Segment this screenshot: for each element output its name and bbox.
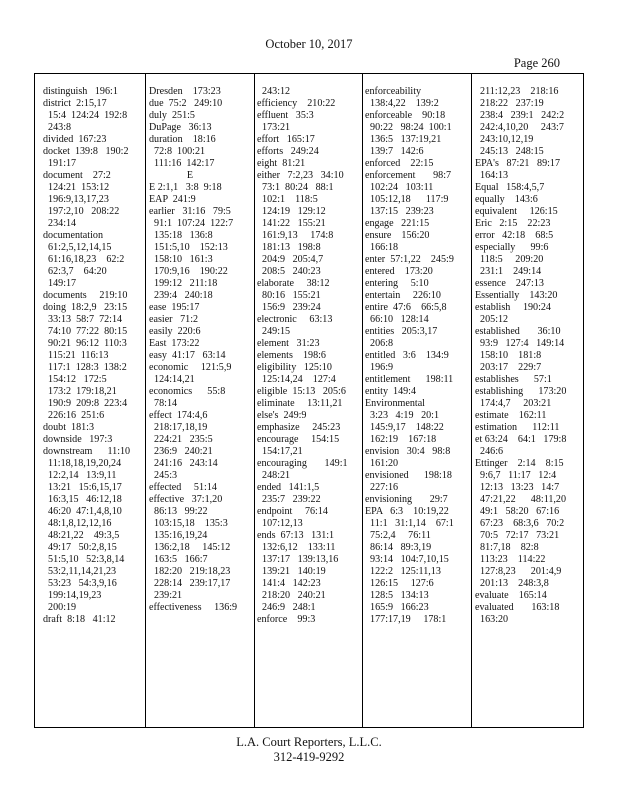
index-line: entitlement 198:11: [365, 374, 454, 385]
index-line: 158:10 161:3: [149, 254, 213, 265]
index-line: economic 121:5,9: [149, 362, 232, 373]
index-line: 16:3,15 46:12,18: [43, 494, 122, 505]
index-column-3: [257, 86, 361, 721]
index-line: 154:17,21: [257, 446, 303, 457]
index-line: envisioning 29:7: [365, 494, 448, 505]
index-line: 47:21,22 48:11,20: [475, 494, 567, 505]
index-line: 190:9 209:8 223:4: [43, 398, 128, 409]
index-line: encouraging 149:1: [257, 458, 348, 469]
index-line: 66:10 128:14: [365, 314, 429, 325]
index-line: effective 37:1,20: [149, 494, 223, 505]
index-line: established 36:10: [475, 326, 561, 337]
index-line: 242:4,10,20 243:7: [475, 122, 564, 133]
index-line: 166:18: [365, 242, 399, 253]
index-line: 80:16 155:21: [257, 290, 321, 301]
index-line: 49:1 58:20 67:16: [475, 506, 560, 517]
index-column-2: [149, 86, 253, 721]
index-frame: [34, 73, 584, 728]
index-column-5: [475, 86, 579, 721]
index-line: easier 71:2: [149, 314, 199, 325]
index-line: 51:5,10 52:3,8,14: [43, 554, 125, 565]
index-line: 102:24 103:11: [365, 182, 434, 193]
index-line: E 2:1,1 3:8 9:18: [149, 182, 222, 193]
index-line: evaluate 165:14: [475, 590, 547, 601]
index-line: 170:9,16 190:22: [149, 266, 228, 277]
index-line: 218:20 240:21: [257, 590, 326, 601]
index-line: 9:6,7 11:17 12:4: [475, 470, 557, 481]
index-line: 141:22 155:21: [257, 218, 326, 229]
index-line: electronic 63:13: [257, 314, 333, 325]
index-line: enforce 99:3: [257, 614, 316, 625]
index-line: EAP 241:9: [149, 194, 196, 205]
index-line: divided 167:23: [43, 134, 107, 145]
index-line: establish 190:24: [475, 302, 551, 313]
index-line: 181:13 198:8: [257, 242, 321, 253]
index-line: documents 219:10: [43, 290, 128, 301]
index-line: 238:4 239:1 242:2: [475, 110, 565, 121]
index-line: evaluated 163:18: [475, 602, 560, 613]
index-line: 201:13 248:3,8: [475, 578, 549, 589]
index-line: 218:22 237:19: [475, 98, 544, 109]
index-line: 135:18 136:8: [149, 230, 213, 241]
index-line: 46:20 47:1,4,8,10: [43, 506, 122, 517]
index-line: 67:23 68:3,6 70:2: [475, 518, 565, 529]
index-line: 239:4 240:18: [149, 290, 213, 301]
index-line: 154:12 172:5: [43, 374, 107, 385]
index-line: 199:14,19,23: [43, 590, 102, 601]
index-line: 48:21,22 49:3,5: [43, 530, 120, 541]
index-line: 245:13 248:15: [475, 146, 544, 157]
index-line: duration 18:16: [149, 134, 216, 145]
index-line: 13:21 15:6,15,17: [43, 482, 122, 493]
index-line: Essentially 143:20: [475, 290, 558, 301]
index-line: 91:1 107:24 122:7: [149, 218, 234, 229]
index-line: 163:20: [475, 614, 509, 625]
index-line: 124:21 153:12: [43, 182, 110, 193]
index-line: 132:6,12 133:11: [257, 542, 336, 553]
index-line: enforceability: [365, 86, 422, 97]
index-line: economics 55:8: [149, 386, 226, 397]
index-line: East 173:22: [149, 338, 200, 349]
index-line: eligible 15:13 205:6: [257, 386, 346, 397]
index-line: easy 41:17 63:14: [149, 350, 226, 361]
index-line: 33:13 58:7 72:14: [43, 314, 123, 325]
index-line: earlier 31:16 79:5: [149, 206, 231, 217]
index-line: 243:12: [257, 86, 291, 97]
index-line: 139:7 142:6: [365, 146, 424, 157]
index-line: effort 165:17: [257, 134, 315, 145]
index-line: 90:22 98:24 100:1: [365, 122, 452, 133]
index-line: draft 8:18 41:12: [43, 614, 116, 625]
footer-phone: 312-419-9292: [273, 750, 345, 764]
index-line: 12:2,14 13:9,11: [43, 470, 117, 481]
column-divider: [254, 74, 255, 727]
index-line: 124:19 129:12: [257, 206, 326, 217]
index-line: 228:14 239:17,17: [149, 578, 231, 589]
index-line: 62:3,7 64:20: [43, 266, 107, 277]
index-line: 224:21 235:5: [149, 434, 213, 445]
index-line: elements 198:6: [257, 350, 326, 361]
index-line: 246:6: [475, 446, 504, 457]
index-line: 136:5 137:19,21: [365, 134, 442, 145]
index-line: entitled 3:6 134:9: [365, 350, 449, 361]
index-line: 241:16 243:14: [149, 458, 218, 469]
index-line: 243:10,12,19: [475, 134, 534, 145]
index-line: endpoint 76:14: [257, 506, 328, 517]
index-line: error 42:18 68:5: [475, 230, 554, 241]
index-line: EPA's 87:21 89:17: [475, 158, 561, 169]
index-line: 11:18,18,19,20,24: [43, 458, 122, 469]
index-line: enforcement 98:7: [365, 170, 452, 181]
index-line: 136:2,18 145:12: [149, 542, 231, 553]
index-line: 139:21 140:19: [257, 566, 326, 577]
index-line: 236:9 240:21: [149, 446, 213, 457]
index-line: 86:13 99:22: [149, 506, 208, 517]
index-line: establishes 57:1: [475, 374, 552, 385]
index-line: 243:8: [43, 122, 72, 133]
index-line: essence 247:13: [475, 278, 544, 289]
index-line: 197:2,10 208:22: [43, 206, 120, 217]
index-line: 246:9 248:1: [257, 602, 316, 613]
index-line: 12:13 13:23 14:7: [475, 482, 560, 493]
index-line: 137:15 239:23: [365, 206, 434, 217]
index-line: 53:2,11,14,21,23: [43, 566, 117, 577]
index-line: easily 220:6: [149, 326, 201, 337]
index-line: enter 57:1,22 245:9: [365, 254, 454, 265]
index-line: 235:7 239:22: [257, 494, 321, 505]
index-column-4: [365, 86, 469, 721]
index-line: district 2:15,17: [43, 98, 107, 109]
index-line: document 27:2: [43, 170, 111, 181]
index-line: entire 47:6 66:5,8: [365, 302, 447, 313]
index-line: documentation: [43, 230, 103, 241]
index-line: 226:16 251:6: [43, 410, 105, 421]
index-line: 249:15: [257, 326, 291, 337]
index-line: 173:2 179:18,21: [43, 386, 117, 397]
index-line: 117:1 128:3 138:2: [43, 362, 127, 373]
index-line: effluent 35:3: [257, 110, 314, 121]
index-line: 115:21 116:13: [43, 350, 109, 361]
index-line: 177:17,19 178:1: [365, 614, 447, 625]
index-line: 205:12: [475, 314, 509, 325]
index-line: due 75:2 249:10: [149, 98, 223, 109]
index-line: 203:17 229:7: [475, 362, 542, 373]
index-line: encourage 154:15: [257, 434, 340, 445]
index-line: 86:14 89:3,19: [365, 542, 432, 553]
index-line: eligibility 125:10: [257, 362, 332, 373]
index-line: downstream 11:10: [43, 446, 131, 457]
index-line: 48:1,8,12,12,16: [43, 518, 112, 529]
index-line: 196:9: [365, 362, 394, 373]
index-line: engage 221:15: [365, 218, 430, 229]
index-line: emphasize 245:23: [257, 422, 341, 433]
index-line: entering 5:10: [365, 278, 429, 289]
index-line: 204:9 205:4,7: [257, 254, 324, 265]
index-line: 156:9 239:24: [257, 302, 321, 313]
index-line: Environmental: [365, 398, 425, 409]
index-line: ended 141:1,5: [257, 482, 320, 493]
index-line: 161:20: [365, 458, 399, 469]
footer-company: L.A. Court Reporters, L.L.C.: [236, 735, 382, 749]
index-line: Equal 158:4,5,7: [475, 182, 545, 193]
index-line: 164:13: [475, 170, 509, 181]
index-line: Eric 2:15 22:23: [475, 218, 551, 229]
index-line: distinguish 196:1: [43, 86, 118, 97]
index-line: envisioned 198:18: [365, 470, 452, 481]
index-line: 103:15,18 135:3: [149, 518, 228, 529]
index-line: 74:10 77:22 80:15: [43, 326, 128, 337]
index-line: 93:9 127:4 149:14: [475, 338, 565, 349]
index-line: 135:16,19,24: [149, 530, 208, 541]
index-line: 208:5 240:23: [257, 266, 321, 277]
index-line: EPA 6:3 10:19,22: [365, 506, 449, 517]
index-line: docket 139:8 190:2: [43, 146, 129, 157]
index-line: estimate 162:11: [475, 410, 547, 421]
index-line: 218:17,18,19: [149, 422, 208, 433]
index-line: E: [149, 170, 194, 181]
index-line: 239:21: [149, 590, 183, 601]
index-line: 75:2,4 76:11: [365, 530, 431, 541]
index-line: 149:17: [43, 278, 77, 289]
index-line: 145:9,17 148:22: [365, 422, 444, 433]
index-line: ensure 156:20: [365, 230, 430, 241]
index-line: 61:16,18,23 62:2: [43, 254, 125, 265]
index-line: 126:15 127:6: [365, 578, 434, 589]
index-line: 3:23 4:19 20:1: [365, 410, 440, 421]
index-line: doing 18:2,9 23:15: [43, 302, 128, 313]
index-line: entities 205:3,17: [365, 326, 438, 337]
index-line: 78:14: [149, 398, 178, 409]
index-line: 227:16: [365, 482, 399, 493]
index-line: 191:17: [43, 158, 77, 169]
index-line: ends 67:13 131:1: [257, 530, 335, 541]
index-line: equivalent 126:15: [475, 206, 558, 217]
index-line: 73:1 80:24 88:1: [257, 182, 334, 193]
index-line: enforceable 90:18: [365, 110, 446, 121]
index-line: 245:3: [149, 470, 178, 481]
index-line: 196:9,13,17,23: [43, 194, 109, 205]
index-line: eliminate 13:11,21: [257, 398, 343, 409]
index-line: 231:1 249:14: [475, 266, 542, 277]
index-line: 90:21 96:12 110:3: [43, 338, 127, 349]
index-line: 248:21: [257, 470, 291, 481]
column-divider: [145, 74, 146, 727]
index-line: 138:4,22 139:2: [365, 98, 439, 109]
page-number: Page 260: [513, 56, 560, 70]
index-line: et 63:24 64:1 179:8: [475, 434, 567, 445]
index-line: 105:12,18 117:9: [365, 194, 449, 205]
index-line: 158:10 181:8: [475, 350, 542, 361]
index-line: enforced 22:15: [365, 158, 434, 169]
index-line: 206:8: [365, 338, 394, 349]
index-line: 61:2,5,12,14,15: [43, 242, 112, 253]
index-line: duly 251:5: [149, 110, 195, 121]
index-line: 137:17 139:13,16: [257, 554, 339, 565]
index-line: Dresden 173:23: [149, 86, 221, 97]
index-line: 113:23 114:22: [475, 554, 546, 565]
index-line: 211:12,23 218:16: [475, 86, 559, 97]
index-line: Ettinger 2:14 8:15: [475, 458, 564, 469]
index-line: 141:4 142:23: [257, 578, 321, 589]
index-line: 124:14,21: [149, 374, 195, 385]
index-line: either 7:2,23 34:10: [257, 170, 344, 181]
index-line: 162:19 167:18: [365, 434, 437, 445]
index-line: envision 30:4 98:8: [365, 446, 451, 457]
index-line: 122:2 125:11,13: [365, 566, 441, 577]
index-line: 161:9,13 174:8: [257, 230, 334, 241]
index-line: effect 174:4,6: [149, 410, 208, 421]
index-line: especially 99:6: [475, 242, 549, 253]
index-line: 15:4 124:24 192:8: [43, 110, 128, 121]
index-line: downside 197:3: [43, 434, 113, 445]
index-line: 53:23 54:3,9,16: [43, 578, 117, 589]
index-line: 111:16 142:17: [149, 158, 215, 169]
index-line: entity 149:4: [365, 386, 417, 397]
index-line: 49:17 50:2,8,15: [43, 542, 117, 553]
index-line: estimation 112:11: [475, 422, 560, 433]
index-line: else's 249:9: [257, 410, 307, 421]
index-column-1: [43, 86, 147, 721]
index-line: 107:12,13: [257, 518, 303, 529]
index-line: 174:4,7 203:21: [475, 398, 552, 409]
index-line: effected 51:14: [149, 482, 217, 493]
index-line: 128:5 134:13: [365, 590, 429, 601]
index-line: equally 143:6: [475, 194, 538, 205]
index-line: effectiveness 136:9: [149, 602, 238, 613]
index-line: 127:8,23 201:4,9: [475, 566, 562, 577]
index-line: 165:9 166:23: [365, 602, 429, 613]
index-line: eight 81:21: [257, 158, 306, 169]
index-line: entertain 226:10: [365, 290, 441, 301]
index-line: 118:5 209:20: [475, 254, 544, 265]
column-divider: [471, 74, 472, 727]
index-line: establishing 173:20: [475, 386, 567, 397]
index-line: 234:14: [43, 218, 77, 229]
index-line: DuPage 36:13: [149, 122, 212, 133]
index-line: doubt 181:3: [43, 422, 95, 433]
page-date: October 10, 2017: [265, 37, 353, 51]
index-line: 81:7,18 82:8: [475, 542, 539, 553]
index-line: entered 173:20: [365, 266, 433, 277]
index-line: 173:21: [257, 122, 291, 133]
index-line: 200:19: [43, 602, 77, 613]
index-line: 182:20 219:18,23: [149, 566, 231, 577]
index-line: ease 195:17: [149, 302, 200, 313]
index-line: 163:5 166:7: [149, 554, 208, 565]
index-line: 151:5,10 152:13: [149, 242, 228, 253]
index-line: 93:14 104:7,10,15: [365, 554, 449, 565]
index-line: 102:1 118:5: [257, 194, 318, 205]
index-line: 11:1 31:1,14 67:1: [365, 518, 454, 529]
index-line: element 31:23: [257, 338, 320, 349]
index-line: 70:5 72:17 73:21: [475, 530, 560, 541]
index-line: elaborate 38:12: [257, 278, 330, 289]
index-line: 72:8 100:21: [149, 146, 206, 157]
index-line: efficiency 210:22: [257, 98, 336, 109]
column-divider: [362, 74, 363, 727]
index-line: efforts 249:24: [257, 146, 319, 157]
index-line: 199:12 211:18: [149, 278, 218, 289]
index-line: 125:14,24 127:4: [257, 374, 336, 385]
